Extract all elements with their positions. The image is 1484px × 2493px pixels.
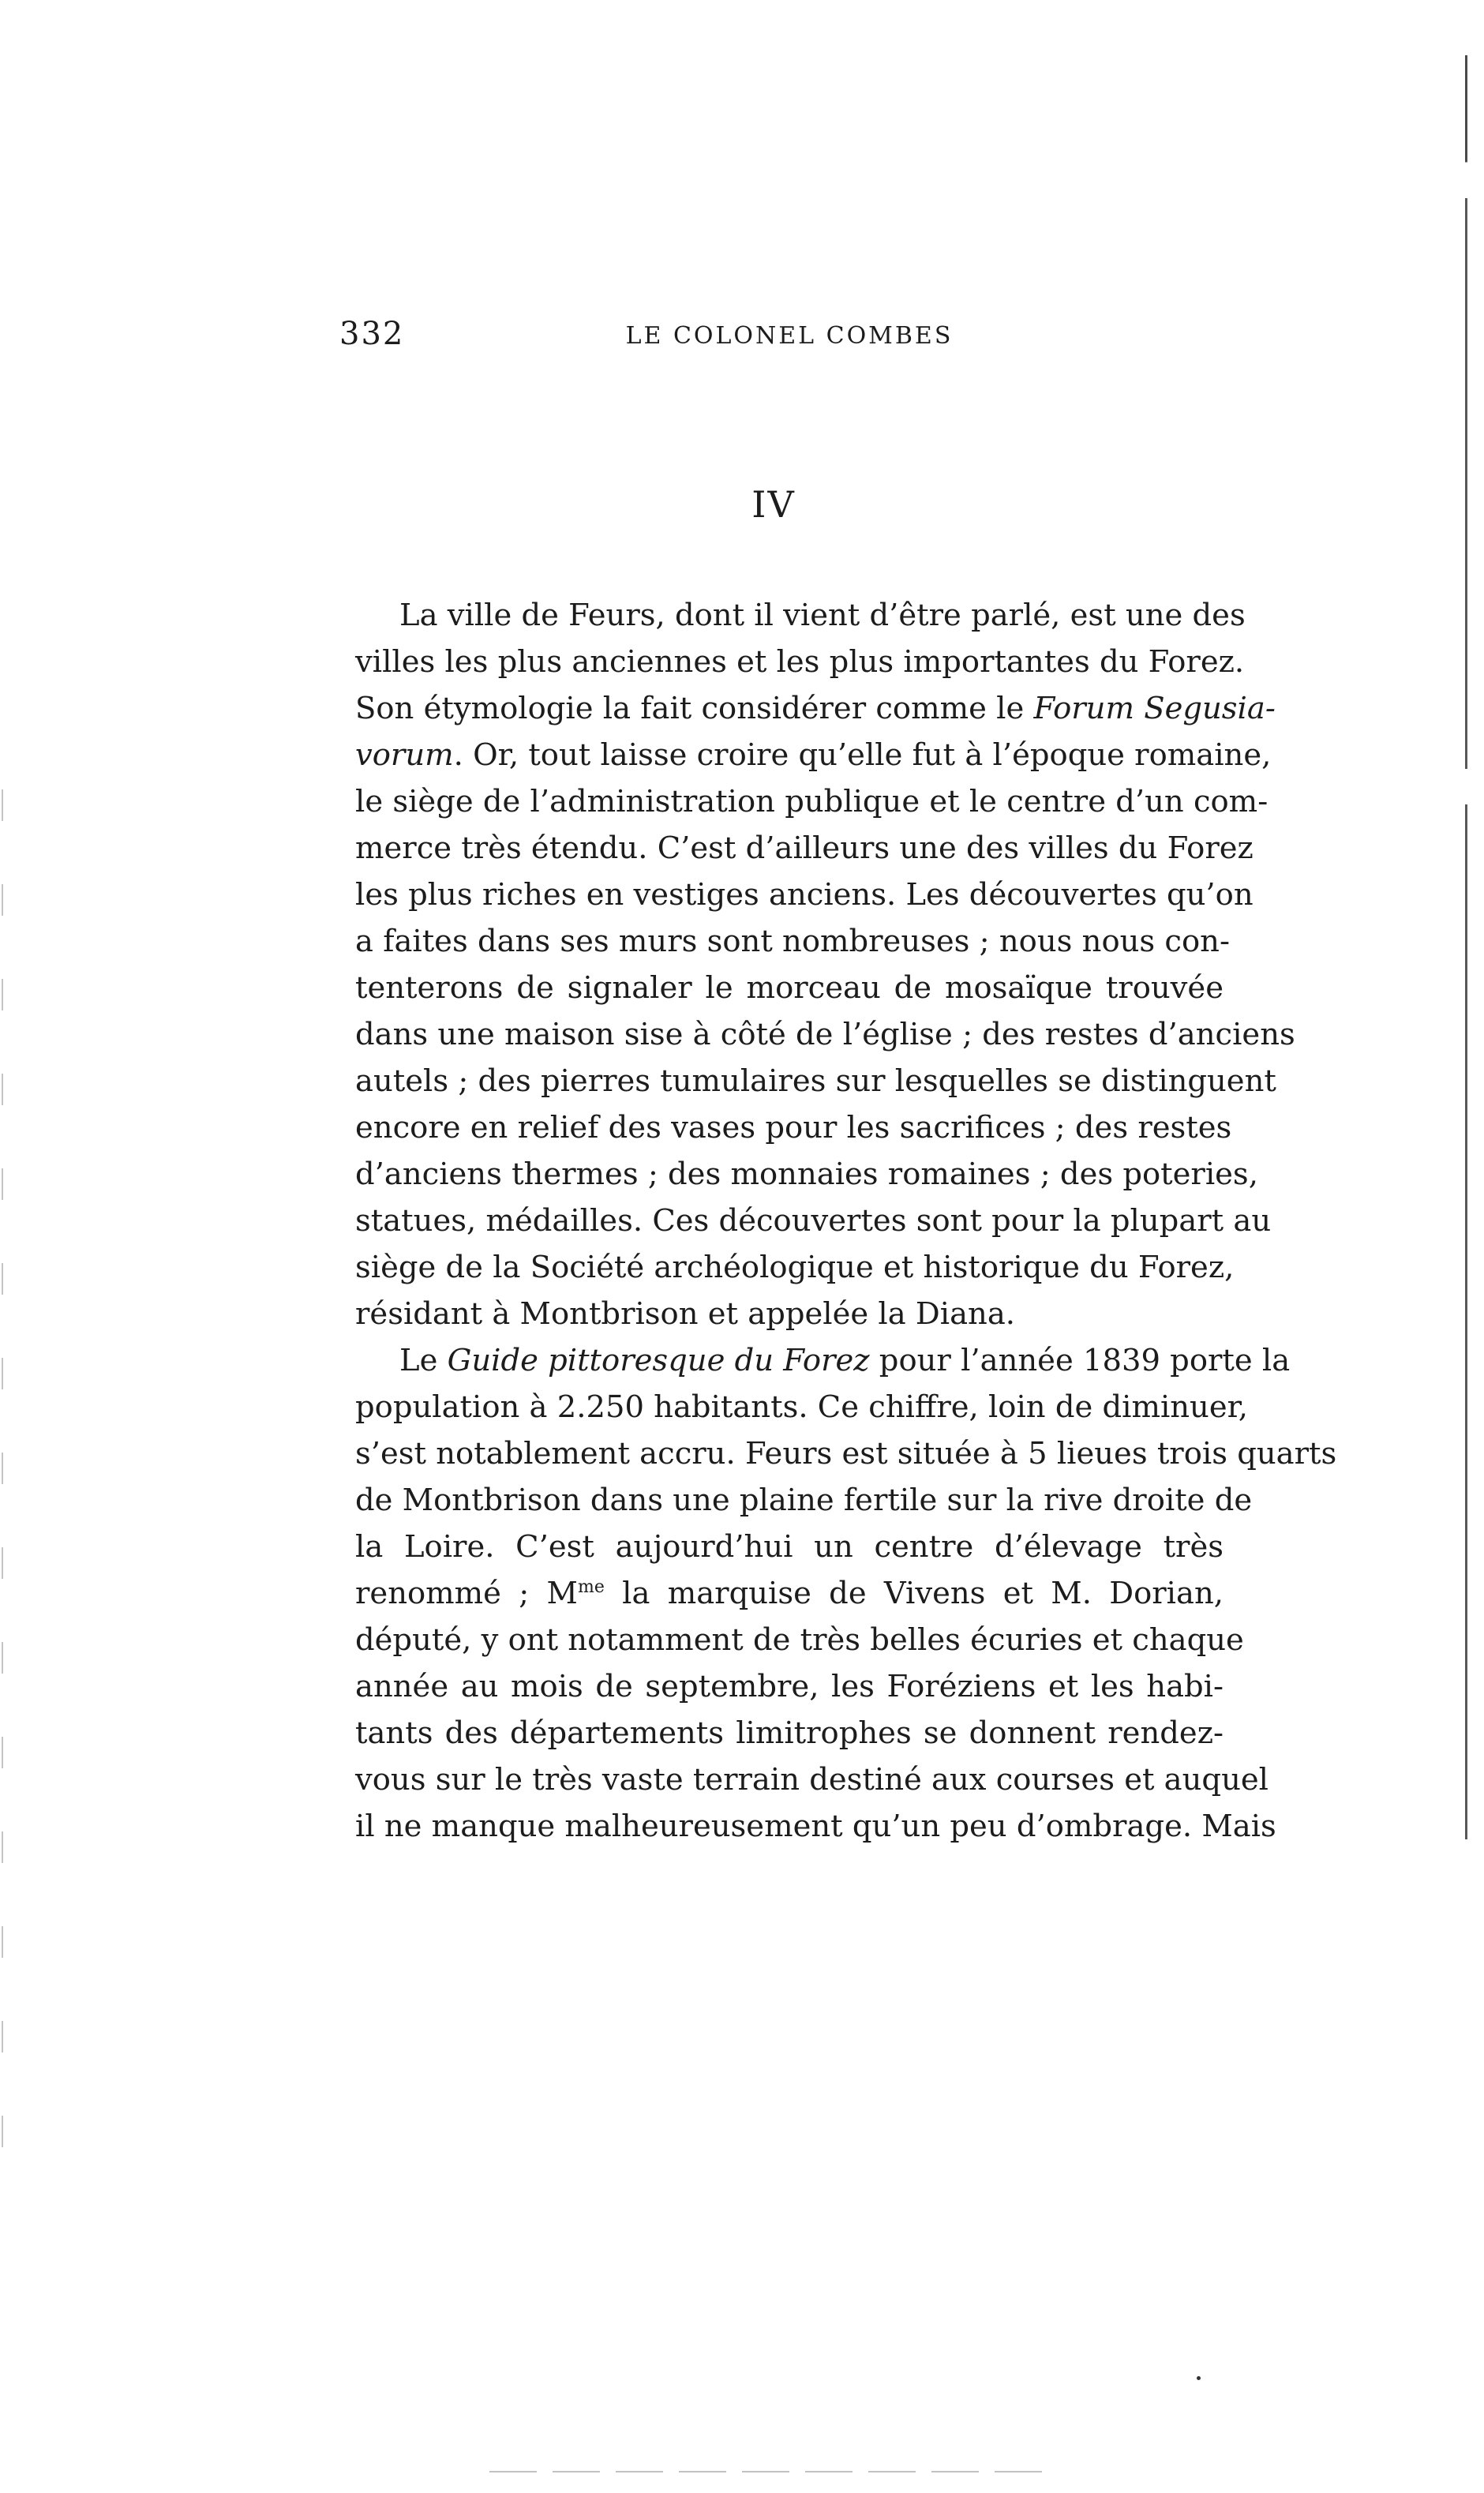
text-line: a faites dans ses murs sont nombreuses ; nous nous con- xyxy=(355,924,1230,959)
paper-speck xyxy=(1197,2376,1201,2380)
text-line: d’anciens thermes ; des monnaies romaines ; des poteries, xyxy=(355,1157,1258,1192)
text-line: encore en relief des vases pour les sacrifices ; des restes xyxy=(355,1110,1232,1145)
text-line: tants des départements limitrophes se donnent rendez- xyxy=(355,1715,1224,1751)
text-line: vous sur le très vaste terrain destiné aux courses et auquel xyxy=(355,1762,1269,1798)
text-line: Le Guide pittoresque du Forez pour l’année 1839 porte la xyxy=(399,1343,1291,1378)
text-line: statues, médailles. Ces découvertes sont pour la plupart au xyxy=(355,1203,1272,1239)
italic-text: vorum xyxy=(355,737,454,773)
text-line: la Loire. C’est aujourd’hui un centre d’élevage très xyxy=(355,1529,1224,1565)
scan-edge-bottom xyxy=(489,2471,1058,2472)
text-line: député, y ont notamment de très belles écuries et chaque xyxy=(355,1622,1244,1658)
text-line: renommé ; $M^{me}$ la marquise de Vivens et M. Dorian, xyxy=(355,1576,1224,1611)
text-line: Son étymologie la fait considérer comme le Forum Segusia- xyxy=(355,691,1276,726)
italic-text: Guide pittoresque du Forez xyxy=(447,1343,870,1378)
text-line: vorum. Or, tout laisse croire qu’elle fut à l’époque romaine, xyxy=(355,737,1272,773)
text-line: il ne manque malheureusement qu’un peu d’ombrage. Mais xyxy=(355,1809,1276,1844)
text-line: merce très étendu. C’est d’ailleurs une des villes du Forez xyxy=(355,830,1254,866)
page-number: 332 xyxy=(339,316,405,352)
text-line: année au mois de septembre, les Foréziens et les habi- xyxy=(355,1669,1224,1704)
text-line: résidant à Montbrison et appelée la Diana. xyxy=(355,1296,1016,1332)
text-line: villes les plus anciennes et les plus importantes du Forez. xyxy=(355,644,1245,680)
scan-edge-left xyxy=(2,789,3,2210)
text-line: dans une maison sise à côté de l’église ; des restes d’anciens xyxy=(355,1017,1295,1052)
superscript-text: me xyxy=(577,1577,605,1597)
text-line: autels ; des pierres tumulaires sur lesquelles se distinguent xyxy=(355,1063,1276,1099)
text-line: population à 2.250 habitants. Ce chiffre, loin de diminuer, xyxy=(355,1389,1249,1425)
text-line: s’est notablement accru. Feurs est située à 5 lieues trois quarts xyxy=(355,1436,1337,1471)
text-body xyxy=(355,592,1337,1850)
running-title: LE COLONEL COMBES xyxy=(625,322,954,350)
chapter-heading: IV xyxy=(751,483,796,526)
text-line: de Montbrison dans une plaine fertile sur la rive droite de xyxy=(355,1483,1253,1518)
text-line: le siège de l’administration publique et le centre d’un com- xyxy=(355,784,1269,819)
text-line: tenterons de signaler le morceau de mosaïque trouvée xyxy=(355,970,1224,1006)
paragraph xyxy=(355,592,1295,1337)
scan-edge-right xyxy=(1465,55,1467,1839)
text-line: La ville de Feurs, dont il vient d’être parlé, est une des xyxy=(399,598,1246,633)
text-line: les plus riches en vestiges anciens. Les découvertes qu’on xyxy=(355,877,1254,913)
text-line: siège de la Société archéologique et historique du Forez, xyxy=(355,1250,1235,1285)
running-head xyxy=(339,316,1208,363)
paragraph xyxy=(355,1337,1337,1850)
italic-text: Forum Segusia- xyxy=(1033,691,1276,726)
